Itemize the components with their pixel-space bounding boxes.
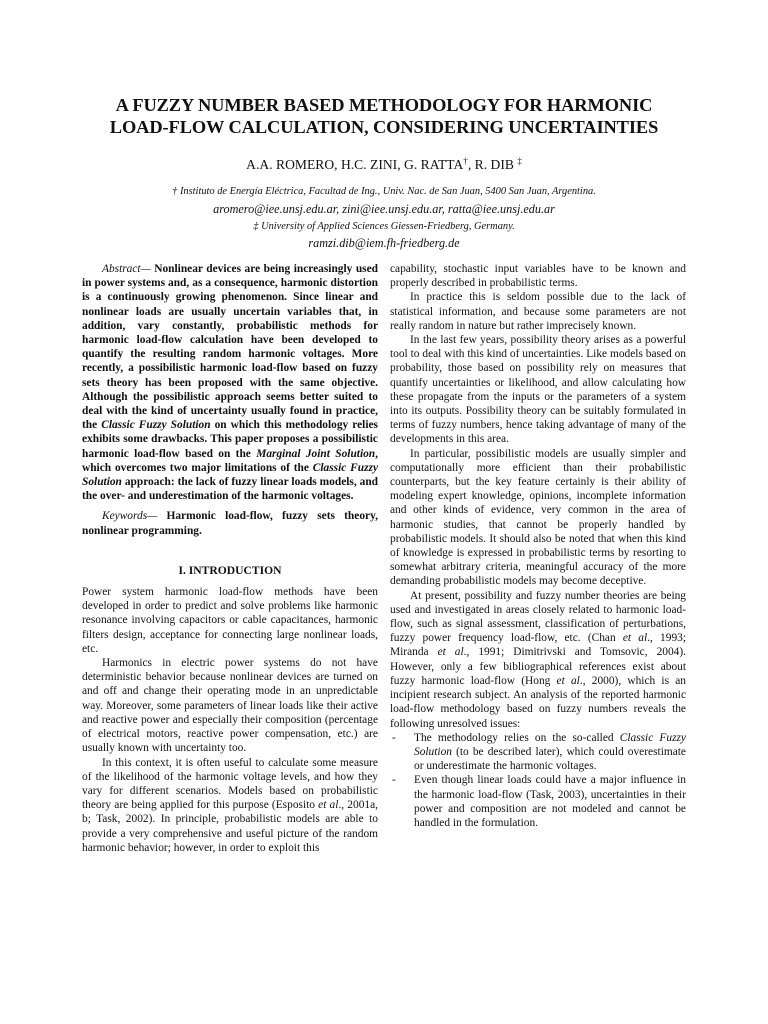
right-paragraph-3: In the last few years, possibility theory arises as a powerful tool to deal with this kind of uncertainties. Like models based on probability, those based on possibility rely on measures that quantify uncertainties or likelihood, and allow calculating how these propagate from the inputs or the parameters of a system into its outputs. Possibility theory can be suitably formulated in terms of fuzzy numbers, hence taking advantage of many of the developments in this area. <box>390 334 686 446</box>
right-paragraph-2: In practice this is seldom possible due to the lack of statistical information, and because some parameters are not really random in nature but rather imprecisely known. <box>390 291 686 332</box>
author-list <box>100 153 668 173</box>
affiliation-2: ‡ University of Applied Sciences Giessen-Friedberg, Germany. <box>253 221 515 232</box>
right-paragraph-1: capability, stochastic input variables have to be known and properly described in probabilistic terms. <box>390 263 686 290</box>
section-heading-introduction: I. INTRODUCTION <box>178 563 282 577</box>
affiliation-1: † Instituto de Energía Eléctrica, Facultad de Ing., Univ. Nac. de San Juan, 5400 San Juan, Argentina. <box>172 186 596 197</box>
intro-paragraph-2: Harmonics in electric power systems do not have deterministic behavior because nonlinear devices are turned on and off and change their operating mode in an unpredictable way. Moreover, some parameters of linear loads like their active and reactive power and especially their composition (percentage of electrical motors, reactive power compensation, etc.) are usually known with uncertainty too. <box>82 657 378 755</box>
title-line-1: A FUZZY NUMBER BASED METHODOLOGY FOR HARMONIC <box>115 95 653 115</box>
abstract-paragraph: Abstract— Nonlinear devices are being increasingly used in power systems and, as a consequence, harmonic distortion is a continuously growing phenomenon. Since linear and nonlinear loads are usually uncertain variables that, in addition, vary constantly, probabilistic methods for harmonic load-flow calculation have been developed to quantify the resulting random harmonic voltages. More recently, a possibilistic harmonic load-flow based on fuzzy sets theory has been proposed with the same objective. Although the possibilistic approach seems better suited to deal with the kind of uncertainty usually found in practice, the Classic Fuzzy Solution on which this methodology relies exhibits some drawbacks. This paper proposes a possibilistic harmonic load-flow based on the Marginal Joint Solution, which overcomes two major limitations of the Classic Fuzzy Solution approach: the lack of fuzzy linear loads models, and the over- and underestimation of the harmonic voltages. <box>82 263 378 503</box>
right-paragraph-5: At present, possibility and fuzzy number theories are being used and investigated in areas closely related to harmonic load-flow, such as signal assessment, classification of perturbations, fuzzy power frequency load-flow, etc. (Chan et al., 1993; Miranda et al., 1991; Dimitrivski and Tomsovic, 2004). However, only a few bibliographical references exist about fuzzy harmonic load-flow (Hong et al., 2000), which is an incipient research subject. An analysis of the reported harmonic load-flow methodology based on fuzzy numbers reveals the following unresolved issues: <box>390 589 686 730</box>
email-line-2: ramzi.dib@iem.fh-friedberg.de <box>308 236 460 250</box>
list-item: - Even though linear loads could have a major influence in the harmonic load-flow (Task, 2003), uncertainties in their power and composition are not modeled and cannot be handled in the formulation. <box>392 774 686 829</box>
email-line-1: aromero@iee.unsj.edu.ar, zini@iee.unsj.edu.ar, ratta@iee.unsj.edu.ar <box>213 202 555 216</box>
left-column <box>82 262 378 855</box>
author-last: , R. DIB <box>467 157 514 172</box>
intro-paragraph-3: In this context, it is often useful to calculate some measure of the likelihood of the harmonic voltage levels, and how they vary for different scenarios. Models based on probabilistic theory are being applied for this purpose (Esposito et al., 2001a, b; Task, 2002). In principle, probabilistic models are able to provide a very comprehensive and useful picture of the random harmonic behavior; however, in order to exploit this <box>82 756 378 854</box>
keywords-paragraph: Keywords— Harmonic load-flow, fuzzy sets theory, nonlinear programming. <box>82 510 378 537</box>
intro-paragraph-1: Power system harmonic load-flow methods have been developed in order to predict and solve problems like harmonic resonance involving capacitors or cable capacitances, harmonic filters design, acceptance for connecting large nonlinear loads, etc. <box>82 586 378 655</box>
list-item: - The methodology relies on the so-called Classic Fuzzy Solution (to be described later), which could overestimate or underestimate the harmonic voltages. <box>392 731 686 773</box>
list-dash: - <box>392 774 396 787</box>
abstract-label: Abstract— <box>102 263 151 275</box>
author-names: A.A. ROMERO, H.C. ZINI, G. RATTA <box>246 157 464 172</box>
title-line-2: LOAD-FLOW CALCULATION, CONSIDERING UNCERTAINTIES <box>109 117 659 137</box>
keywords-label: Keywords— <box>102 510 158 523</box>
right-paragraph-4: In particular, possibilistic models are usually simpler and computationally more efficient than their probabilistic counterparts, but the key feature certainly is their ability of modeling expert knowledge, opinions, incomplete information and other kinds of evidence, very common in the area of harmonic studies, that cannot be properly handled by probabilistic models. It should also be noted that when this kind of knowledge is expressed in probabilistic terms by resorting to somewhat arbitrary criteria, meaningful accuracy of the more demanding probabilistic models may become deceptive. <box>390 447 686 588</box>
right-column <box>390 262 686 830</box>
list-dash: - <box>392 731 396 744</box>
dagger-mark: † <box>463 156 468 166</box>
paper-title <box>100 94 668 138</box>
double-dagger-mark: ‡ <box>517 156 522 166</box>
